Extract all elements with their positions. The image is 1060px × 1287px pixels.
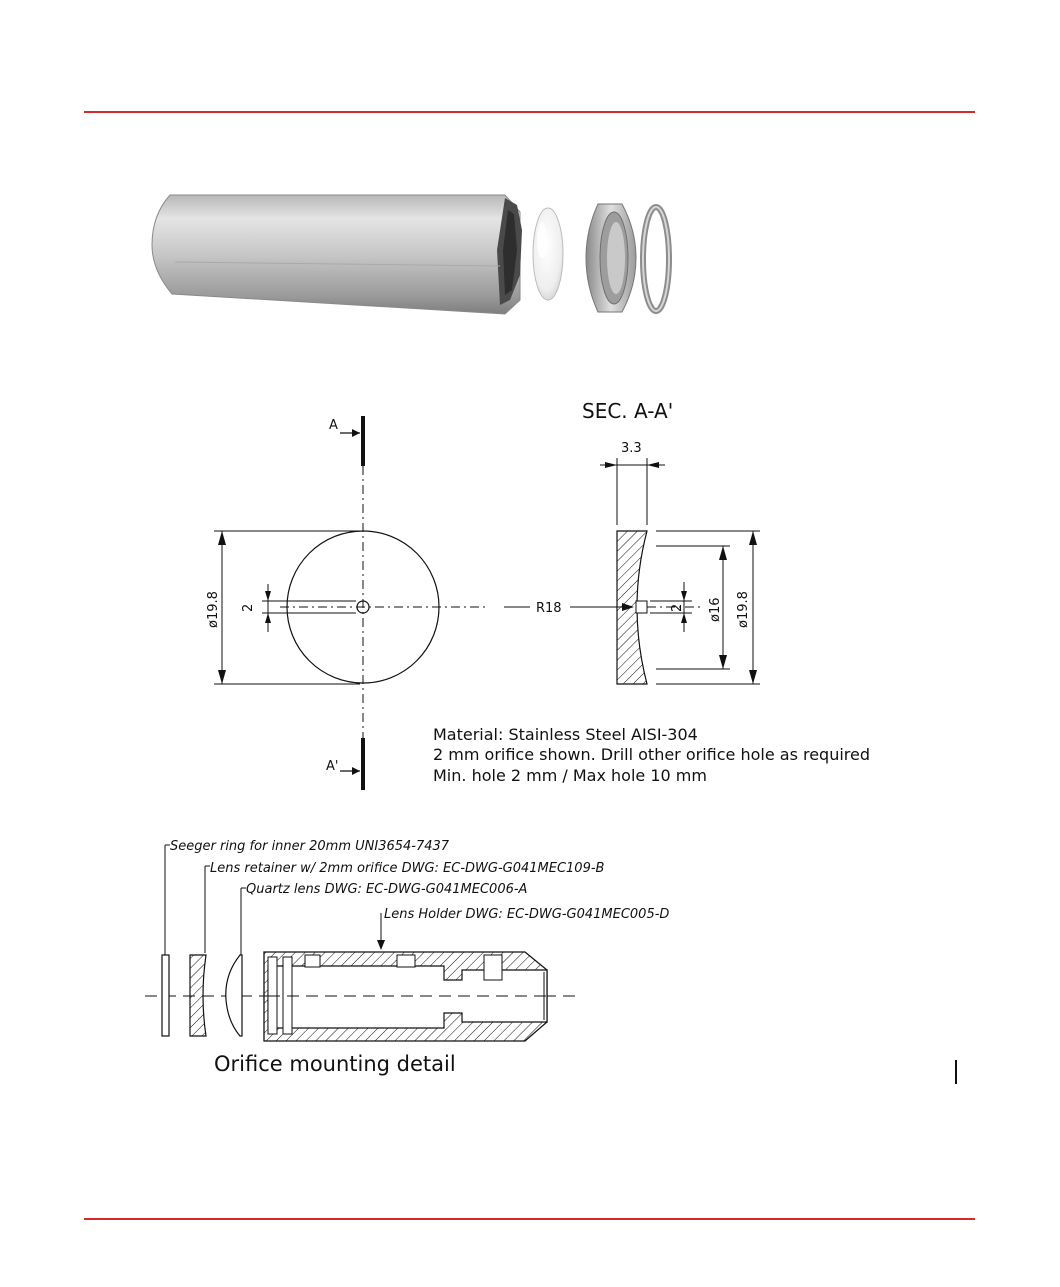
dim-inner: ø16	[708, 597, 723, 622]
section-title: SEC. A-A'	[582, 399, 674, 423]
note-material: Material: Stainless Steel AISI-304	[433, 725, 698, 744]
seeger-ring-photo	[643, 207, 669, 311]
quartz-lens-photo	[533, 208, 563, 300]
note-hole-range: Min. hole 2 mm / Max hole 10 mm	[433, 766, 707, 785]
dim-width: 3.3	[621, 441, 642, 456]
assembly-detail	[145, 839, 669, 1076]
lens-retainer-drawing	[190, 955, 206, 1036]
lens-holder-tube	[152, 195, 522, 314]
lens-holder-drawing	[264, 952, 547, 1041]
dim-outer-front: ø19.8	[206, 591, 221, 628]
dim-hole-front: 2	[241, 603, 256, 612]
lens-retainer-photo	[586, 204, 636, 312]
quartz-lens-drawing	[226, 955, 242, 1036]
dim-outer-side: ø19.8	[736, 591, 751, 628]
dim-hole-side: 2	[670, 603, 685, 612]
material-notes	[433, 725, 870, 785]
cut-label-bottom: A'	[326, 759, 339, 774]
note-orifice: 2 mm orifice shown. Drill other orifice hole as required	[433, 745, 871, 764]
parts-photo	[152, 195, 669, 314]
section-view	[504, 399, 760, 684]
callout-lens-retainer: Lens retainer w/ 2mm orifice DWG: EC-DWG-G041MEC109-B	[210, 861, 605, 876]
seeger-ring-drawing	[162, 955, 169, 1036]
callout-quartz-lens: Quartz lens DWG: EC-DWG-G041MEC006-A	[246, 882, 528, 897]
callout-lens-holder: Lens Holder DWG: EC-DWG-G041MEC005-D	[384, 907, 670, 922]
dim-radius: R18	[536, 601, 562, 616]
cut-label-top: A	[329, 418, 338, 433]
callout-seeger-ring: Seeger ring for inner 20mm UNI3654-7437	[170, 839, 450, 854]
assembly-caption: Orifice mounting detail	[214, 1052, 456, 1076]
